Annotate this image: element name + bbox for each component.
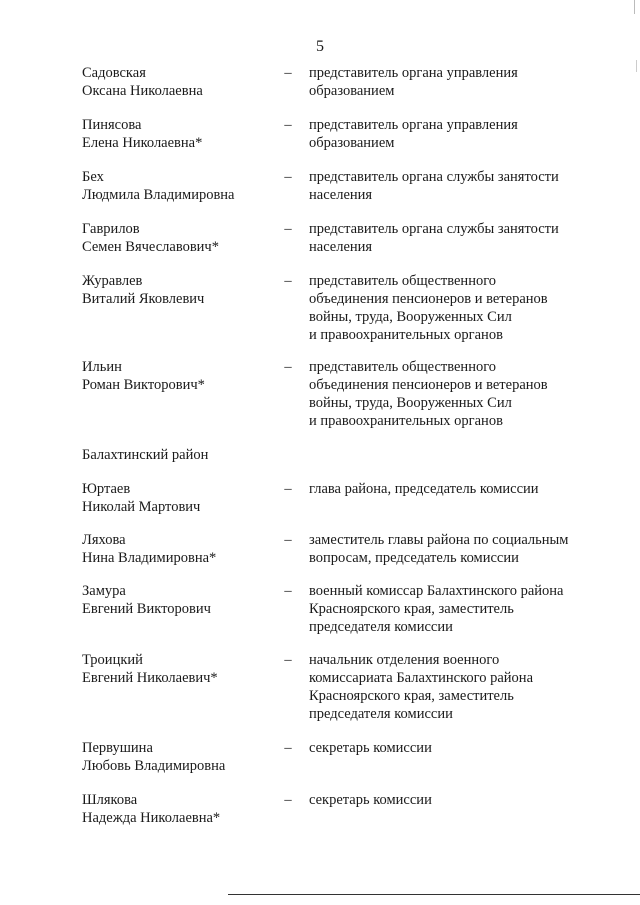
dash: – [284,117,292,133]
dash: – [284,740,292,756]
member-role [309,791,609,809]
surname: Шлякова [82,792,138,808]
surname: Первушина [82,740,153,756]
member-role [309,358,609,430]
member-name [82,480,272,516]
bottom-rule [228,894,640,895]
dash: – [284,792,292,808]
member-name [82,272,272,308]
role-line: глава района, председатель комиссии [309,481,539,497]
given-names: Оксана Николаевна [82,83,203,99]
dash: – [284,221,292,237]
role-line: секретарь комиссии [309,740,432,756]
surname: Пинясова [82,117,142,133]
role-line: председателя комиссии [309,619,453,635]
role-line: представитель органа управления [309,65,518,81]
given-names: Елена Николаевна* [82,135,203,151]
role-line: войны, труда, Вооруженных Сил [309,395,512,411]
role-line: председателя комиссии [309,706,453,722]
surname: Ильин [82,359,122,375]
role-line: представитель органа службы занятости [309,221,559,237]
surname: Бех [82,169,104,185]
role-line: комиссариата Балахтинского района [309,670,533,686]
role-line: объединения пенсионеров и ветеранов [309,291,548,307]
role-line: Красноярского края, заместитель [309,601,514,617]
member-name [82,651,272,687]
surname: Журавлев [82,273,143,289]
role-line: объединения пенсионеров и ветеранов [309,377,548,393]
role-line: вопросам, председатель комиссии [309,550,519,566]
member-name [82,739,272,775]
role-line: секретарь комиссии [309,792,432,808]
member-role [309,116,609,152]
dash: – [284,652,292,668]
member-name [82,791,272,827]
surname: Ляхова [82,532,126,548]
member-role [309,582,609,636]
surname: Юртаев [82,481,131,497]
member-role [309,651,609,723]
member-name [82,220,272,256]
given-names: Надежда Николаевна* [82,810,221,826]
given-names: Евгений Викторович [82,601,211,617]
role-line: начальник отделения военного [309,652,500,668]
role-line: представитель органа службы занятости [309,169,559,185]
dash: – [284,583,292,599]
member-role [309,220,609,256]
member-name [82,168,272,204]
given-names: Людмила Владимировна [82,187,235,203]
given-names: Николай Мартович [82,499,201,515]
given-names: Евгений Николаевич* [82,670,218,686]
member-role [309,272,609,344]
role-line: образованием [309,135,395,151]
member-name [82,116,272,152]
role-line: войны, труда, Вооруженных Сил [309,309,512,325]
role-line: представитель органа управления [309,117,518,133]
page-number: 5 [316,38,324,55]
role-line: военный комиссар Балахтинского района [309,583,564,599]
scan-edge-mark [634,0,635,14]
surname: Садовская [82,65,146,81]
dash: – [284,359,292,375]
section-heading: Балахтинский район [82,447,209,463]
member-name [82,358,272,394]
member-role [309,739,609,757]
given-names: Семен Вячеславович* [82,239,219,255]
surname: Гаврилов [82,221,140,237]
role-line: населения [309,239,373,255]
role-line: и правоохранительных органов [309,327,503,343]
member-role [309,168,609,204]
given-names: Любовь Владимировна [82,758,226,774]
given-names: Нина Владимировна* [82,550,217,566]
surname: Замура [82,583,126,599]
given-names: Роман Викторович* [82,377,205,393]
dash: – [284,65,292,81]
scan-edge-mark [636,60,637,72]
member-role [309,480,609,498]
role-line: и правоохранительных органов [309,413,503,429]
role-line: населения [309,187,373,203]
surname: Троицкий [82,652,143,668]
role-line: заместитель главы района по социальным [309,532,569,548]
member-role [309,64,609,100]
dash: – [284,481,292,497]
member-name [82,582,272,618]
dash: – [284,532,292,548]
given-names: Виталий Яковлевич [82,291,205,307]
role-line: образованием [309,83,395,99]
role-line: Красноярского края, заместитель [309,688,514,704]
dash: – [284,169,292,185]
role-line: представитель общественного [309,273,497,289]
member-name [82,531,272,567]
member-role [309,531,609,567]
role-line: представитель общественного [309,359,497,375]
dash: – [284,273,292,289]
member-name [82,64,272,100]
